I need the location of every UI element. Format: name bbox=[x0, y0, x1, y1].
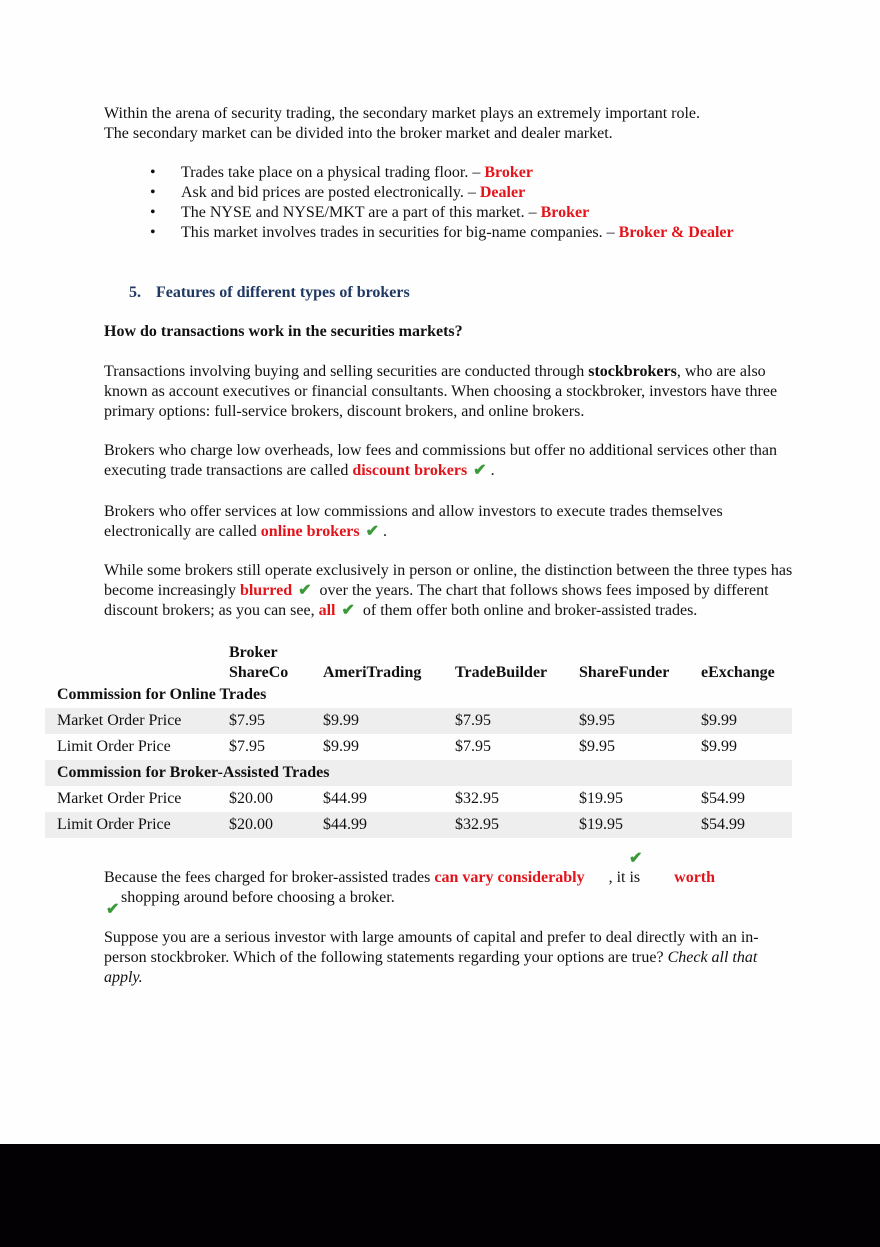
cell: $54.99 bbox=[701, 790, 745, 807]
cell: $20.00 bbox=[229, 790, 273, 807]
column-header: ShareCo bbox=[229, 664, 289, 681]
text: Brokers who charge low overheads, low fees and commissions but offer no additional services other than executing trade transactions are called bbox=[104, 442, 778, 479]
black-bottom-area bbox=[0, 1144, 880, 1247]
stockbrokers-paragraph bbox=[104, 362, 784, 422]
bullet-item bbox=[150, 163, 750, 183]
market-bullet-list bbox=[150, 163, 750, 243]
cell: $9.99 bbox=[689, 708, 792, 734]
checkmark-icon: ✔ bbox=[341, 602, 355, 619]
cell: $19.95 bbox=[579, 790, 623, 807]
answer-text: blurred bbox=[239, 582, 293, 599]
checkmark-icon: ✔ bbox=[629, 850, 643, 867]
blurred-paragraph bbox=[104, 561, 794, 621]
cell: $20.00 bbox=[217, 812, 311, 838]
bullet-icon: • bbox=[150, 204, 156, 221]
text: , it is bbox=[608, 869, 641, 886]
intro-paragraph bbox=[104, 104, 784, 144]
text: , who are also known as account executives or financial consultants. When choosing a stockbroker, investors have three primary options: full-service brokers, discount brokers, and online brokers. bbox=[104, 363, 778, 420]
header-prefix: Broker bbox=[229, 644, 278, 661]
text: Brokers who offer services at low commissions and allow investors to execute trades themselves electronically are called bbox=[104, 503, 723, 540]
cell: $9.99 bbox=[701, 738, 737, 755]
table-row bbox=[45, 734, 792, 760]
cell: $9.99 bbox=[311, 708, 443, 734]
bullet-item bbox=[150, 223, 750, 243]
bullet-item bbox=[150, 183, 750, 203]
question-paragraph bbox=[104, 928, 784, 988]
intro-line-2: The secondary market can be divided into the broker market and dealer market. bbox=[104, 125, 613, 142]
bold-term: stockbrokers bbox=[588, 363, 677, 380]
row-label: Market Order Price bbox=[57, 790, 182, 807]
bullet-text: This market involves trades in securities for big-name companies. – bbox=[181, 224, 619, 241]
text: of them offer both online and broker-assisted trades. bbox=[358, 602, 698, 619]
cell: $7.95 bbox=[455, 738, 491, 755]
bullet-icon: • bbox=[150, 184, 156, 201]
cell: $44.99 bbox=[311, 812, 443, 838]
cell: $19.95 bbox=[567, 812, 689, 838]
answer-text: Broker & Dealer bbox=[618, 224, 734, 241]
bullet-icon: • bbox=[150, 164, 156, 181]
text: . bbox=[490, 462, 495, 479]
cell: $9.95 bbox=[567, 708, 689, 734]
cell: $9.99 bbox=[323, 738, 359, 755]
cell: $7.95 bbox=[229, 738, 265, 755]
text: Transactions involving buying and selling securities are conducted through bbox=[104, 363, 589, 380]
cell: $7.95 bbox=[217, 708, 311, 734]
instruction-text: Check all that apply. bbox=[104, 949, 758, 986]
answer-text: online brokers bbox=[260, 523, 360, 540]
cell: $7.95 bbox=[443, 708, 567, 734]
text: Because the fees charged for broker-assisted trades bbox=[104, 869, 435, 886]
online-brokers-paragraph bbox=[104, 502, 784, 542]
section-title: Commission for Online Trades bbox=[57, 686, 267, 703]
section-number: 5. bbox=[129, 284, 141, 301]
intro-line-1: Within the arena of security trading, the secondary market plays an extremely important role. bbox=[104, 105, 701, 122]
text: over the years. The chart that follows shows fees imposed by different discount brokers; as you can see, bbox=[104, 582, 769, 619]
section-title: Features of different types of brokers bbox=[156, 284, 410, 301]
header-empty bbox=[689, 642, 792, 662]
cell: $9.95 bbox=[579, 738, 615, 755]
bullet-text: Trades take place on a physical trading floor. – bbox=[181, 164, 485, 181]
table-row bbox=[45, 708, 792, 734]
table-section-row bbox=[45, 682, 792, 708]
section-heading bbox=[129, 283, 410, 303]
column-header: ShareFunder bbox=[579, 664, 670, 681]
row-label: Limit Order Price bbox=[57, 738, 171, 755]
bullet-icon: • bbox=[150, 224, 156, 241]
checkmark-icon: ✔ bbox=[473, 462, 487, 479]
header-empty bbox=[45, 642, 217, 662]
answer-text: Broker bbox=[540, 204, 590, 221]
header-empty bbox=[567, 642, 689, 662]
cell: $44.99 bbox=[323, 790, 367, 807]
checkmark-icon: ✔ bbox=[106, 901, 120, 918]
discount-brokers-paragraph bbox=[104, 441, 784, 481]
column-header: eExchange bbox=[701, 664, 775, 681]
table-section-row bbox=[45, 760, 792, 786]
answer-text: worth bbox=[674, 869, 716, 886]
section-title: Commission for Broker-Assisted Trades bbox=[45, 760, 792, 786]
text: While some brokers still operate exclusively in person or online, the distinction between the three types has become increasingly bbox=[104, 562, 793, 599]
bullet-item bbox=[150, 203, 750, 223]
answer-text: discount brokers bbox=[352, 462, 468, 479]
question-heading: How do transactions work in the securities markets? bbox=[104, 323, 463, 340]
header-empty bbox=[443, 642, 567, 662]
cell: $32.95 bbox=[443, 812, 567, 838]
cell: $54.99 bbox=[689, 812, 792, 838]
vary-considerably-paragraph bbox=[104, 868, 794, 908]
answer-text: Broker bbox=[484, 164, 533, 181]
row-label: Market Order Price bbox=[45, 708, 217, 734]
checkmark-icon: ✔ bbox=[298, 582, 312, 599]
broker-fees-table bbox=[45, 642, 792, 838]
table-header-row bbox=[45, 662, 792, 682]
answer-text: can vary considerably bbox=[434, 869, 585, 886]
bullet-text: The NYSE and NYSE/MKT are a part of this market. – bbox=[181, 204, 541, 221]
header-empty bbox=[311, 642, 443, 662]
table-row bbox=[45, 786, 792, 812]
header-empty bbox=[45, 662, 217, 682]
table-row bbox=[45, 812, 792, 838]
column-header: AmeriTrading bbox=[323, 664, 422, 681]
answer-text: all bbox=[318, 602, 336, 619]
text: shopping around before choosing a broker. bbox=[121, 889, 395, 906]
checkmark-icon: ✔ bbox=[365, 523, 380, 540]
text: Suppose you are a serious investor with large amounts of capital and prefer to deal directly with an in-person stockbroker. Which of the following statements regarding your options are true? bbox=[104, 929, 759, 966]
bullet-text: Ask and bid prices are posted electronically. – bbox=[181, 184, 480, 201]
table-header-prefix-row bbox=[45, 642, 792, 662]
answer-text: Dealer bbox=[479, 184, 526, 201]
text: . bbox=[383, 523, 388, 540]
column-header: TradeBuilder bbox=[455, 664, 548, 681]
row-label: Limit Order Price bbox=[45, 812, 217, 838]
cell: $32.95 bbox=[455, 790, 499, 807]
